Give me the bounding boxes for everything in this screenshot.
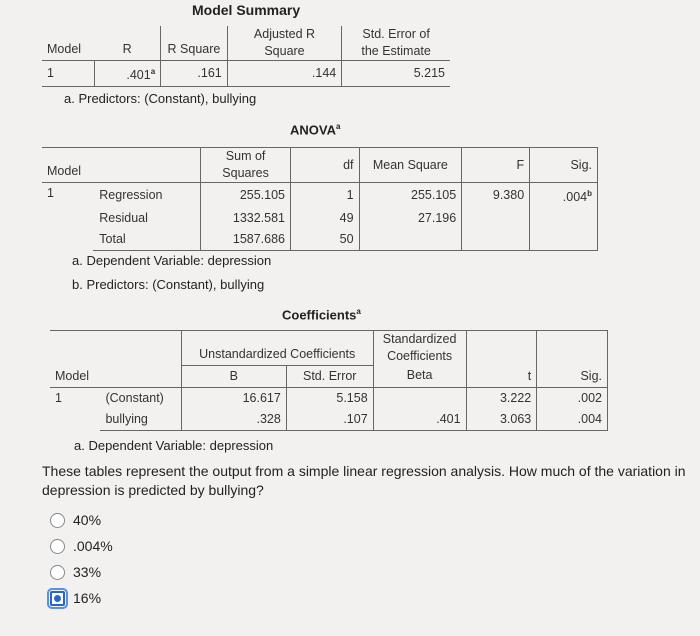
radio-icon[interactable] bbox=[50, 565, 65, 580]
anova-row-residual-f bbox=[462, 208, 530, 229]
anova-header-ss-2: Squares bbox=[201, 165, 291, 183]
header-std-err-2: the Estimate bbox=[342, 43, 450, 61]
radio-icon[interactable] bbox=[50, 539, 65, 554]
anova-row-total-ss: 1587.686 bbox=[201, 229, 291, 251]
anova-header-df: df bbox=[291, 148, 360, 183]
anova-header-f: F bbox=[462, 148, 530, 183]
coef-header-unstd: Unstandardized Coefficients bbox=[181, 331, 373, 366]
coef-header-t: t bbox=[466, 331, 537, 388]
coef-row-bullying-t: 3.063 bbox=[466, 409, 537, 431]
option-40-percent[interactable] bbox=[50, 512, 101, 528]
option-33-percent[interactable] bbox=[50, 564, 101, 580]
anova-row-residual-ms: 27.196 bbox=[359, 208, 462, 229]
anova-row-total-label: Total bbox=[93, 229, 200, 251]
radio-selected-icon[interactable] bbox=[50, 591, 65, 606]
anova-row-regression-f: 9.380 bbox=[462, 183, 530, 209]
option-label: 40% bbox=[73, 512, 102, 528]
coef-row-constant-beta bbox=[373, 387, 466, 409]
coefficients-note-a: a. Dependent Variable: depression bbox=[74, 438, 274, 453]
anova-note-b: b. Predictors: (Constant), bullying bbox=[72, 277, 265, 292]
cell-std-err: 5.215 bbox=[342, 61, 450, 87]
cell-adj-r-square: .144 bbox=[227, 61, 341, 87]
anova-header-ms: Mean Square bbox=[359, 148, 462, 183]
anova-title: ANOVA$^a$ bbox=[290, 122, 341, 138]
coef-header-model: Model bbox=[50, 331, 181, 388]
anova-row-residual-label: Residual bbox=[99, 211, 148, 226]
anova-model-1: 1 bbox=[42, 183, 93, 251]
header-r: R bbox=[94, 26, 161, 61]
coefficients-table bbox=[50, 330, 608, 431]
header-std-err-1: Std. Error of bbox=[342, 26, 450, 43]
coef-row-bullying-beta: .401 bbox=[373, 409, 466, 431]
coef-header-sig: Sig. bbox=[537, 331, 608, 388]
anova-table bbox=[42, 147, 598, 251]
option-16-percent[interactable] bbox=[50, 590, 101, 606]
anova-row-total-sig bbox=[530, 229, 598, 251]
coef-row-constant-t: 3.222 bbox=[466, 387, 537, 409]
model-summary-title: Model Summary bbox=[192, 2, 301, 18]
anova-row-regression-label: Regression bbox=[93, 183, 200, 209]
model-summary-table bbox=[42, 26, 450, 87]
header-adj-r-square-2: Square bbox=[227, 43, 341, 61]
anova-row-total-ms bbox=[359, 229, 462, 251]
coef-row-bullying-se: .107 bbox=[286, 409, 373, 431]
radio-icon[interactable] bbox=[50, 513, 65, 528]
anova-header-model: Model bbox=[42, 148, 201, 183]
anova-header-sig: Sig. bbox=[530, 148, 598, 183]
coef-header-std-error: Std. Error bbox=[286, 365, 373, 387]
anova-row-residual-sig bbox=[530, 208, 598, 229]
coef-row-constant-b: 16.617 bbox=[181, 387, 286, 409]
cell-r-square: .161 bbox=[161, 61, 228, 87]
cell-r: .401$^a$ bbox=[94, 61, 161, 87]
coef-row-bullying-b: .328 bbox=[181, 409, 286, 431]
anova-row-regression-ss: 255.105 bbox=[201, 183, 291, 209]
option-label: 16% bbox=[73, 590, 102, 606]
anova-row-regression-ms: 255.105 bbox=[359, 183, 462, 209]
coef-row-constant-sig: .002 bbox=[537, 387, 608, 409]
coef-header-beta: Beta bbox=[373, 365, 466, 387]
anova-note-a: a. Dependent Variable: depression bbox=[72, 253, 272, 268]
coef-header-b: B bbox=[181, 365, 286, 387]
coef-header-std-1: Standardized bbox=[373, 331, 466, 349]
model-summary-note-a: a. Predictors: (Constant), bullying bbox=[64, 91, 257, 106]
header-adj-r-square-1: Adjusted R bbox=[227, 26, 341, 43]
header-r-square: R Square bbox=[161, 26, 228, 61]
anova-row-total-df: 50 bbox=[291, 229, 360, 251]
coef-header-std-2: Coefficients bbox=[373, 348, 466, 365]
option-label: 33% bbox=[73, 564, 102, 580]
header-model: Model bbox=[42, 26, 94, 61]
coef-row-constant-label: (Constant) bbox=[100, 387, 181, 409]
anova-row-regression-df: 1 bbox=[291, 183, 360, 209]
coef-row-constant-se: 5.158 bbox=[286, 387, 373, 409]
coef-row-bullying-label: bullying bbox=[100, 409, 181, 431]
option-label: .004% bbox=[73, 538, 113, 554]
coef-row-bullying-sig: .004 bbox=[537, 409, 608, 431]
anova-row-regression-sig: .004$^b$ bbox=[530, 183, 598, 209]
cell-model-1: 1 bbox=[42, 61, 94, 87]
anova-header-ss-1: Sum of bbox=[201, 148, 291, 166]
anova-row-residual-df: 49 bbox=[291, 208, 360, 229]
anova-row-residual-ss: 1332.581 bbox=[201, 208, 291, 229]
coefficients-title: Coefficients$^a$ bbox=[282, 307, 361, 323]
coef-model-1: 1 bbox=[50, 387, 100, 430]
option-004-percent[interactable] bbox=[50, 538, 113, 554]
question-text: These tables represent the output from a simple linear regression analysis. How much of the variation in depression is predicted by bullying? bbox=[42, 463, 686, 498]
anova-row-total-f bbox=[462, 229, 530, 251]
